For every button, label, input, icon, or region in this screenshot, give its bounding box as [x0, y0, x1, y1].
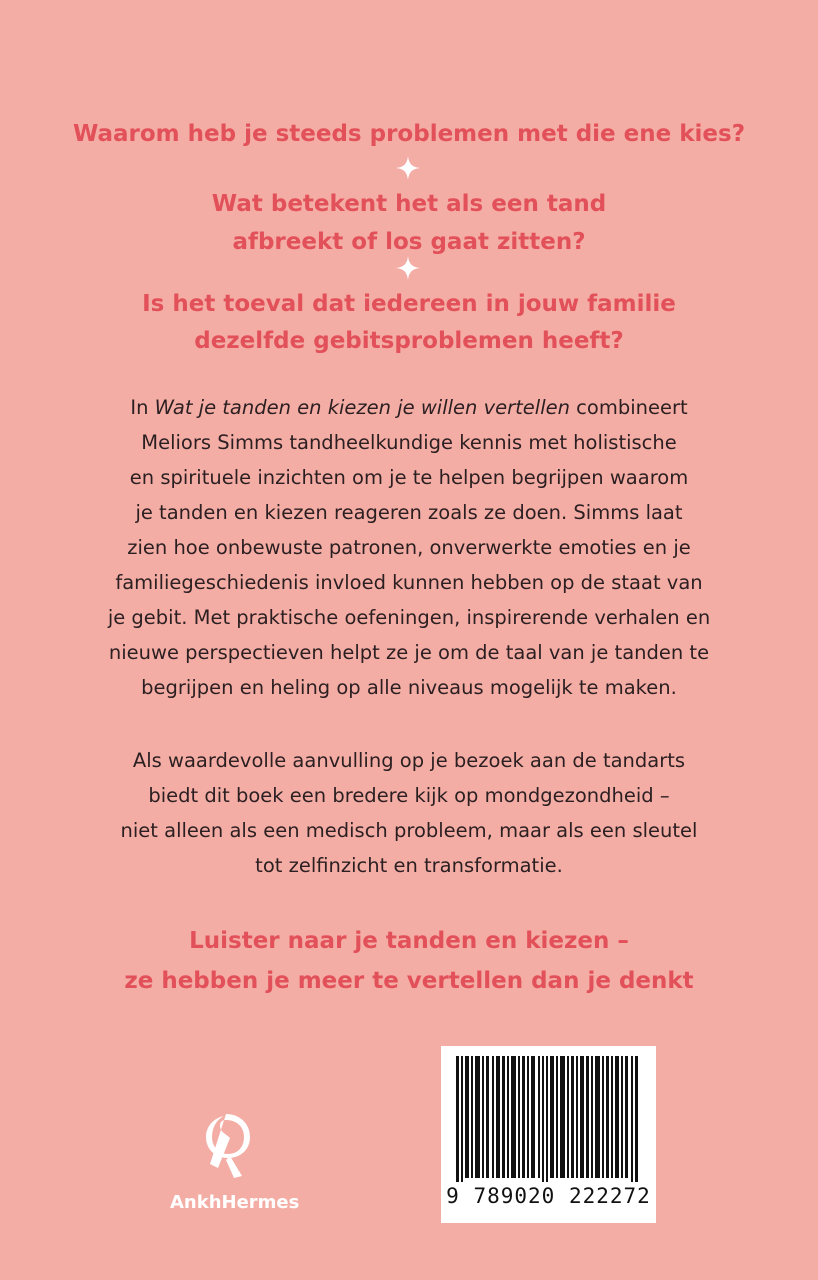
- book-title: Wat je tanden en kiezen je willen vertellen: [154, 396, 570, 419]
- barcode-bars: [454, 1056, 643, 1182]
- description-line: niet alleen als een medisch probleem, maar als een sleutel: [120, 819, 698, 842]
- description-line: begrijpen en heling op alle niveaus mogelijk te maken.: [141, 676, 677, 699]
- question-3-line-2: dezelfde gebitsproblemen heeft?: [194, 328, 624, 354]
- description-line: je tanden en kiezen reageren zoals ze doen. Simms laat: [135, 501, 683, 524]
- publisher-name: AnkhHermes: [170, 1192, 300, 1213]
- description-line: zien hoe onbewuste patronen, onverwerkte emoties en je: [127, 536, 691, 559]
- question-2-line-2: afbreekt of los gaat zitten?: [232, 229, 586, 255]
- question-3-line-1: Is het toeval dat iedereen in jouw familie: [142, 291, 676, 317]
- tagline-line-2: ze hebben je meer te vertellen dan je denkt: [124, 968, 694, 994]
- description-line: nieuwe perspectieven helpt ze je om de taal van je tanden te: [108, 641, 710, 664]
- description-line: Als waardevolle aanvulling op je bezoek aan de tandarts: [132, 749, 686, 772]
- sparkle-divider-icon: [396, 256, 420, 280]
- description-line: biedt dit boek een bredere kijk op mondgezondheid –: [148, 784, 670, 807]
- question-1: Waarom heb je steeds problemen met die ene kies?: [72, 121, 746, 147]
- description-line: tot zelfinzicht en transformatie.: [255, 854, 563, 877]
- description-line: en spirituele inzichten om je te helpen begrijpen waarom: [129, 466, 689, 489]
- description-line: Meliors Simms tandheelkundige kennis met holistische: [141, 431, 677, 454]
- description-line: In Wat je tanden en kiezen je willen vertellen combineert: [130, 396, 688, 419]
- tagline-line-1: Luister naar je tanden en kiezen –: [189, 928, 629, 954]
- isbn-number: 9 789020 222272: [446, 1184, 651, 1208]
- barcode: [441, 1046, 656, 1223]
- question-2-line-1: Wat betekent het als een tand: [211, 191, 607, 217]
- sparkle-divider-icon: [396, 156, 420, 180]
- description-line: familiegeschiedenis invloed kunnen hebben op de staat van: [115, 571, 703, 594]
- ankhhermes-logo-icon: [196, 1110, 256, 1180]
- description-line: je gebit. Met praktische oefeningen, inspirerende verhalen en: [107, 606, 711, 629]
